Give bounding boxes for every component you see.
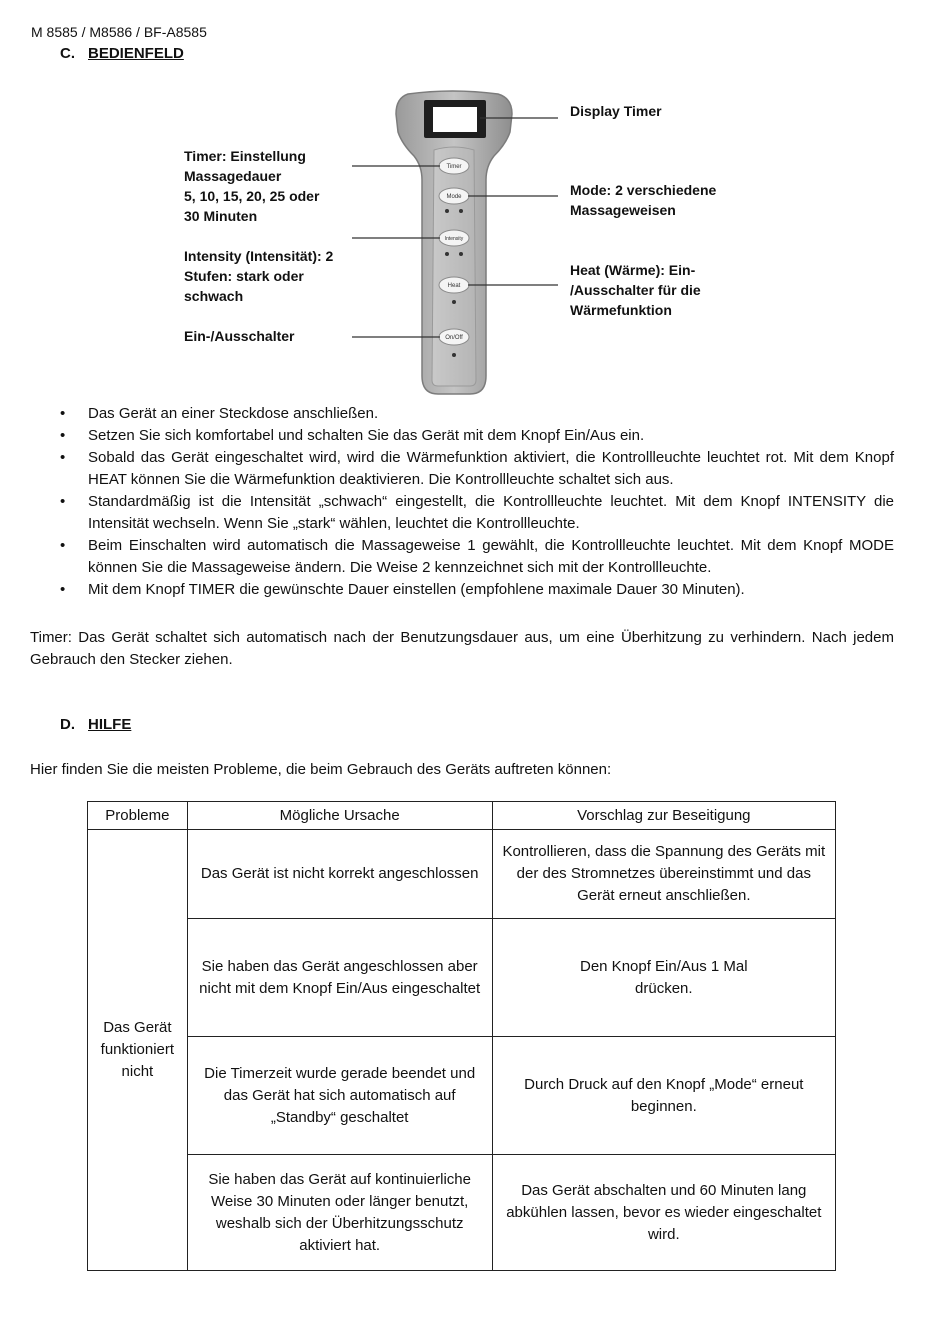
column-header-fix: Vorschlag zur Beseitigung bbox=[492, 802, 835, 830]
list-item-text: Setzen Sie sich komfortabel und schalten Sie das Gerät mit dem Knopf Ein/Aus ein. bbox=[88, 427, 645, 444]
intensity-label-line: Intensity (Intensität): 2 bbox=[184, 248, 334, 264]
list-item bbox=[30, 535, 894, 579]
table-row bbox=[88, 830, 836, 919]
list-item bbox=[30, 579, 894, 601]
display-timer-line: Display Timer bbox=[570, 103, 662, 119]
mode-label-line: Mode: 2 verschiedene bbox=[570, 182, 717, 198]
heat-label-line: Wärmefunktion bbox=[570, 302, 672, 318]
bullet-icon: • bbox=[60, 493, 66, 510]
heat-label bbox=[570, 260, 701, 320]
mode-label-line: Massageweisen bbox=[570, 202, 676, 218]
instruction-list bbox=[30, 403, 894, 601]
fix-cell: Den Knopf Ein/Aus 1 Mal drücken. bbox=[492, 919, 835, 1037]
list-item-text: Sobald das Gerät eingeschaltet wird, wird die Wärmefunktion aktiviert, die Kontrollleuchte leuchtet rot. Mit dem Knopf HEAT können Sie die Wärmefunktion deaktivieren. Die Kontrollleuchte schaltet sich aus. bbox=[88, 449, 894, 488]
fix-cell: Durch Druck auf den Knopf „Mode“ erneut beginnen. bbox=[492, 1037, 835, 1155]
onoff-label-line: Ein-/Ausschalter bbox=[184, 328, 295, 344]
mode-led-2 bbox=[459, 209, 463, 213]
fix-cell: Kontrollieren, dass die Spannung des Geräts mit der des Stromnetzes übereinstimmt und das Gerät erneut anschließen. bbox=[492, 830, 835, 919]
section-c-number: C. bbox=[60, 45, 75, 62]
list-item bbox=[30, 425, 894, 447]
troubleshooting-table bbox=[87, 801, 836, 1271]
section-c-title: BEDIENFELD bbox=[88, 45, 184, 62]
bullet-icon: • bbox=[60, 427, 66, 444]
section-d-title: HILFE bbox=[88, 716, 132, 733]
onoff-led bbox=[452, 353, 456, 357]
cause-cell: Das Gerät ist nicht korrekt angeschlossen bbox=[187, 830, 492, 919]
display-screen bbox=[433, 107, 477, 132]
hilfe-intro: Hier finden Sie die meisten Probleme, die beim Gebrauch des Geräts auftreten können: bbox=[30, 761, 612, 778]
table-row bbox=[88, 1155, 836, 1271]
intensity-label-line: schwach bbox=[184, 288, 244, 304]
table-header-row bbox=[88, 802, 836, 830]
display-timer-label bbox=[570, 101, 662, 121]
list-item bbox=[30, 491, 894, 535]
cause-cell: Sie haben das Gerät angeschlossen aber nicht mit dem Knopf Ein/Aus eingeschaltet bbox=[187, 919, 492, 1037]
intensity-led-1 bbox=[445, 252, 449, 256]
heat-label-line: Heat (Wärme): Ein- bbox=[570, 262, 696, 278]
bullet-icon: • bbox=[60, 405, 66, 422]
timer-label-line: 5, 10, 15, 20, 25 oder bbox=[184, 188, 320, 204]
section-d-number: D. bbox=[60, 716, 75, 733]
heat-button-label: Heat bbox=[447, 283, 461, 289]
mode-led-1 bbox=[445, 209, 449, 213]
mode-button-label: Mode bbox=[446, 194, 462, 200]
mode-label bbox=[570, 180, 716, 220]
timer-label-line: Massagedauer bbox=[184, 168, 282, 184]
table-row bbox=[88, 1037, 836, 1155]
list-item-text: Beim Einschalten wird automatisch die Massageweise 1 gewählt, die Kontrollleuchte leuchtet. Mit dem Knopf MODE können Sie die Massageweise ändern. Die Weise 2 kennzeichnet sich mit der Kontrollleuchte. bbox=[88, 537, 894, 576]
bullet-icon: • bbox=[60, 537, 66, 554]
column-header-cause: Mögliche Ursache bbox=[187, 802, 492, 830]
heat-label-line: /Ausschalter für die bbox=[570, 282, 701, 298]
bullet-icon: • bbox=[60, 449, 66, 466]
remote-inner-panel bbox=[432, 147, 476, 386]
timer-paragraph: Timer: Das Gerät schaltet sich automatisch nach der Benutzungsdauer aus, um eine Überhitzung zu verhindern. Nach jedem Gebrauch den Stecker ziehen. bbox=[30, 629, 894, 668]
section-d-heading bbox=[60, 716, 131, 733]
timer-label bbox=[184, 146, 319, 226]
problem-cell: Das Gerät funktioniert nicht bbox=[88, 830, 188, 1271]
list-item-text: Mit dem Knopf TIMER die gewünschte Dauer einstellen (empfohlene maximale Dauer 30 Minuten). bbox=[88, 581, 745, 598]
heat-led bbox=[452, 300, 456, 304]
list-item-text: Standardmäßig ist die Intensität „schwach“ eingestellt, die Kontrollleuchte leuchtet. Mit dem Knopf INTENSITY die Intensität wechseln. Wenn Sie „stark“ wählen, leuchtet die Kontrollleuchte. bbox=[88, 493, 894, 532]
remote-illustration bbox=[0, 80, 950, 400]
list-item bbox=[30, 447, 894, 491]
intensity-label bbox=[184, 246, 333, 306]
intensity-button-label: Intensity bbox=[444, 236, 464, 242]
intensity-led-2 bbox=[459, 252, 463, 256]
intensity-label-line: Stufen: stark oder bbox=[184, 268, 304, 284]
list-item bbox=[30, 403, 894, 425]
table-row bbox=[88, 919, 836, 1037]
control-panel-diagram bbox=[0, 80, 950, 400]
column-header-problems: Probleme bbox=[88, 802, 188, 830]
section-c-heading bbox=[60, 45, 184, 62]
timer-label-line: 30 Minuten bbox=[184, 208, 258, 224]
cause-cell: Sie haben das Gerät auf kontinuierliche Weise 30 Minuten oder länger benutzt, weshalb sich der Überhitzungsschutz aktiviert hat. bbox=[187, 1155, 492, 1271]
timer-label-line: Timer: Einstellung bbox=[184, 148, 306, 164]
onoff-label bbox=[184, 326, 294, 346]
timer-button-label: Timer bbox=[446, 164, 462, 170]
list-item-text: Das Gerät an einer Steckdose anschließen. bbox=[88, 405, 379, 422]
cause-cell: Die Timerzeit wurde gerade beendet und das Gerät hat sich automatisch auf „Standby“ geschaltet bbox=[187, 1037, 492, 1155]
bullet-icon: • bbox=[60, 581, 66, 598]
onoff-button-label: On/Off bbox=[445, 335, 463, 341]
model-header: M 8585 / M8586 / BF-A8585 bbox=[31, 24, 207, 40]
fix-cell: Das Gerät abschalten und 60 Minuten lang abkühlen lassen, bevor es wieder eingeschaltet wird. bbox=[492, 1155, 835, 1271]
